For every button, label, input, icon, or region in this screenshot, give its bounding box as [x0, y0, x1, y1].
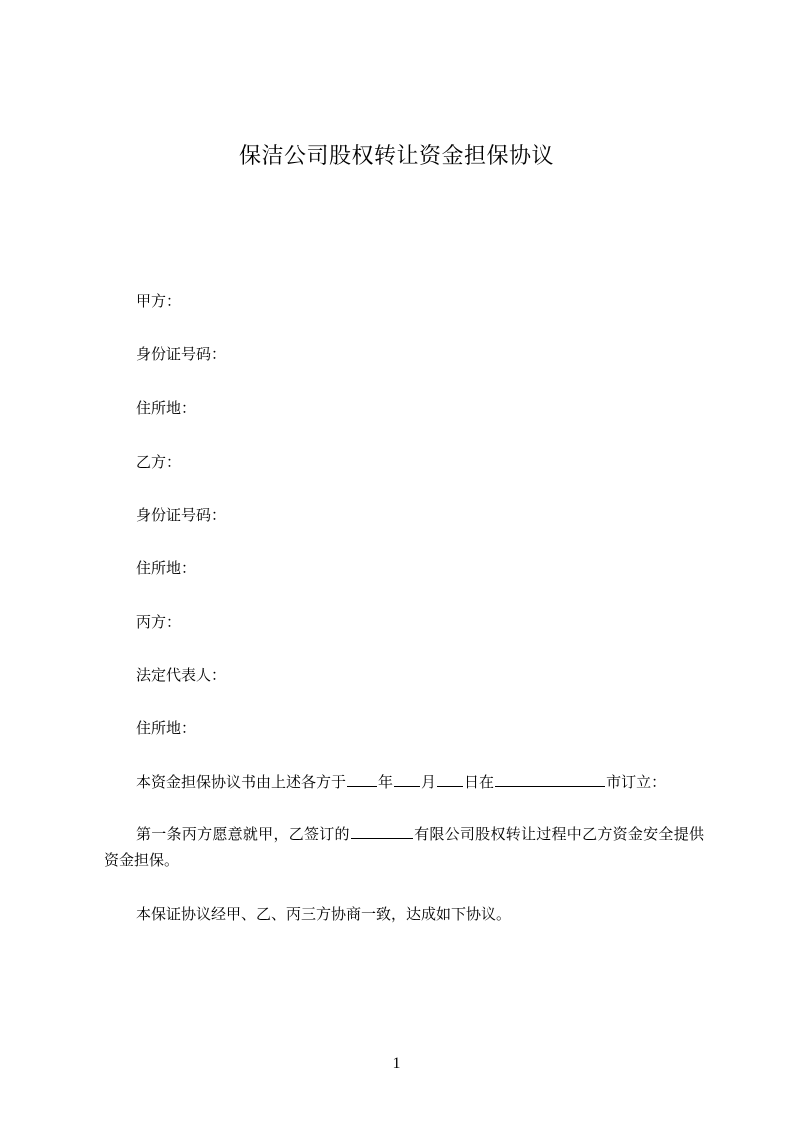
agreement-statement: 本保证协议经甲、乙、丙三方协商一致，达成如下协议。: [136, 905, 512, 923]
party-a-address-label: 住所地：: [136, 399, 197, 417]
party-c-address-label: 住所地：: [136, 719, 197, 737]
party-a-label: 甲方：: [136, 292, 182, 310]
article-1-text-end: 有限公司股权转让过程中乙方资金安全提供资金担保。: [104, 825, 704, 869]
signing-text: 本资金担保协议书由上述各方于: [136, 773, 347, 791]
page-number: 1: [392, 1055, 401, 1072]
party-b-address-label: 住所地：: [136, 559, 197, 577]
party-c-label: 丙方：: [136, 613, 182, 631]
party-b-label: 乙方：: [136, 453, 182, 471]
signing-statement: [136, 771, 666, 793]
month-text: 月: [421, 773, 437, 791]
city-blank: [495, 771, 605, 787]
month-blank: [394, 771, 420, 787]
company-blank: [351, 823, 413, 839]
document-title: 保洁公司股权转让资金担保协议: [238, 144, 554, 169]
day-text: 日在: [464, 773, 495, 791]
party-a-id-label: 身份证号码：: [136, 345, 227, 363]
party-c-representative-label: 法定代表人：: [136, 666, 227, 684]
article-1-text-start: 第一条丙方愿意就甲，乙签订的: [136, 825, 350, 843]
year-text: 年: [378, 773, 394, 791]
party-b-id-label: 身份证号码：: [136, 506, 227, 524]
day-blank: [437, 771, 463, 787]
city-text: 市订立：: [606, 773, 667, 791]
year-blank: [347, 771, 377, 787]
article-1: [104, 821, 704, 873]
